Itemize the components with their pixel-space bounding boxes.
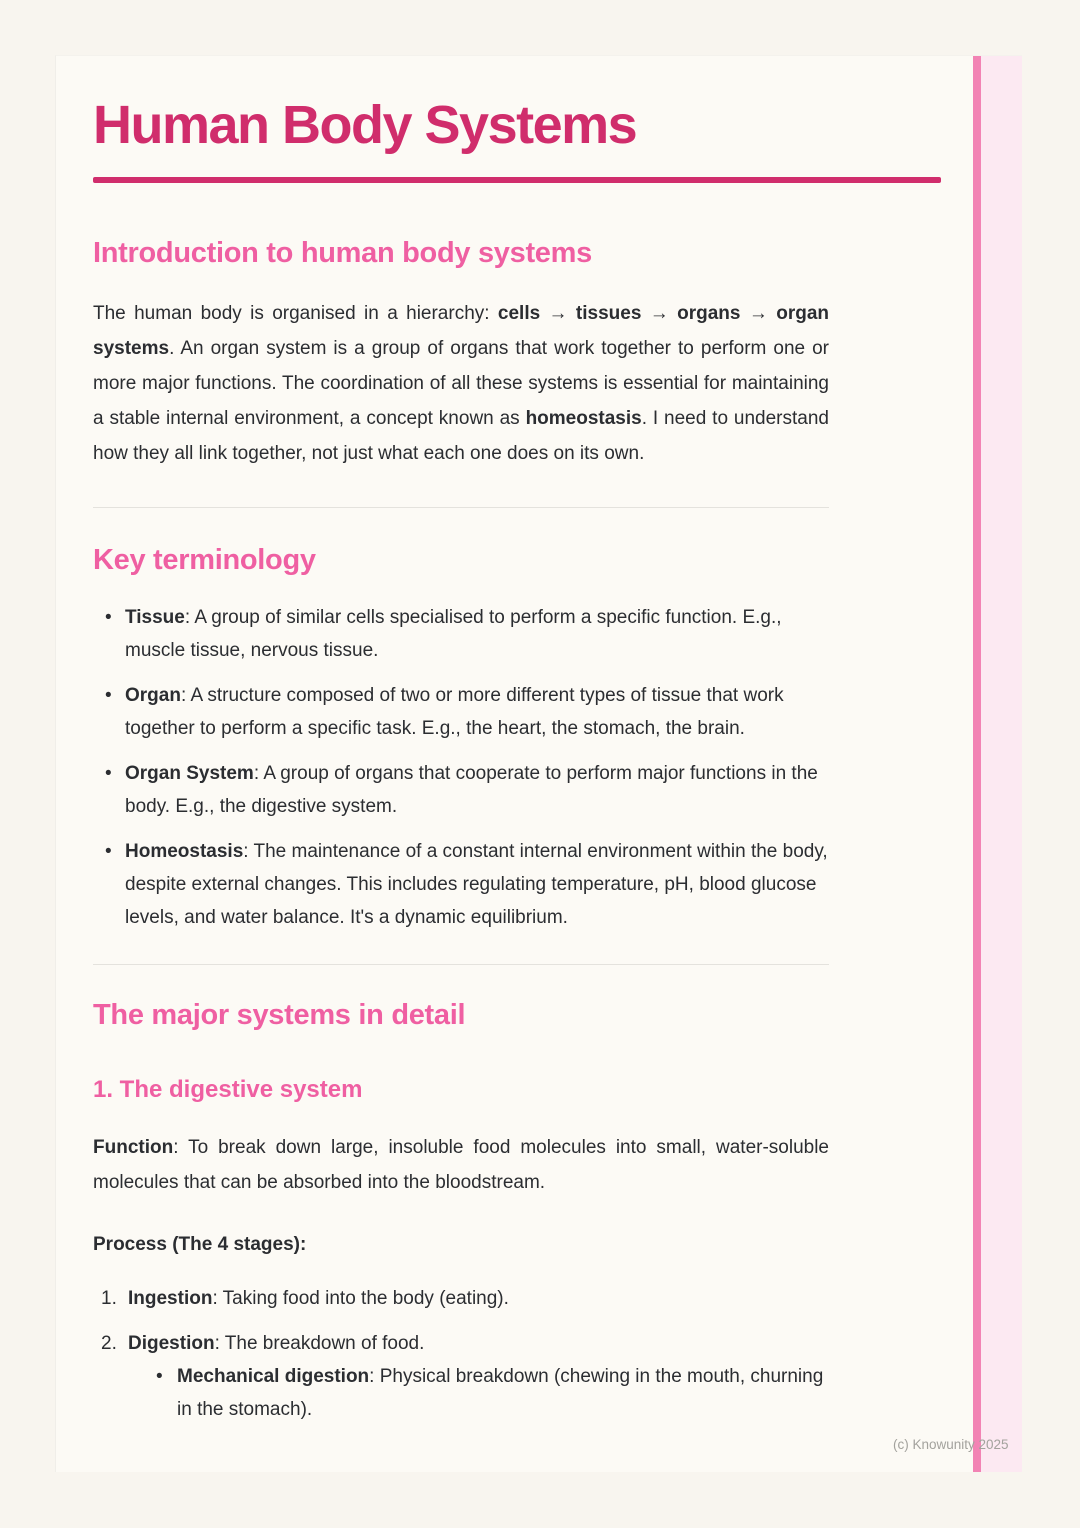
step-text: Digestion: The breakdown of food. <box>128 1333 425 1355</box>
substep-mechanical-digestion: • Mechanical digestion: Physical breakdown (chewing in the mouth, churning in the stomach). <box>144 1360 829 1426</box>
page-title: Human Body Systems <box>93 95 637 155</box>
step-ingestion <box>93 1282 829 1315</box>
accent-stripe <box>973 56 981 1472</box>
digestion-substeps <box>144 1360 829 1426</box>
digestive-steps-list <box>93 1282 829 1426</box>
section-heading-major-systems: The major systems in detail <box>93 999 466 1032</box>
step-text: Ingestion: Taking food into the body (eating). <box>128 1288 509 1310</box>
page-content <box>93 96 941 1438</box>
section-divider <box>93 964 829 965</box>
intro-paragraph: The human body is organised in a hierarchy: cells → tissues → organs → organ systems. An organ system is a group of organs that work together to perform one or more major functions. The coordination of all these systems is essential for maintaining a stable internal environment, a concept known as homeostasis. I need to understand how they all link together, not just what each one does on its own. <box>93 303 829 465</box>
subsection-heading-digestive: 1. The digestive system <box>93 1076 363 1104</box>
note-page <box>55 55 1022 1472</box>
list-item-organ: • Organ: A structure composed of two or more different types of tissue that work together to perform a specific task. E.g., the heart, the stomach, the brain. <box>93 679 829 745</box>
digestive-function-paragraph: Function: To break down large, insoluble food molecules into small, water-soluble molecules that can be absorbed into the bloodstream. <box>93 1137 829 1194</box>
step-digestion <box>93 1327 829 1426</box>
title-underline <box>93 177 941 183</box>
accent-band <box>981 56 1022 1472</box>
terminology-list <box>93 601 829 934</box>
section-heading-introduction: Introduction to human body systems <box>93 237 592 270</box>
list-item-organ-system: • Organ System: A group of organs that cooperate to perform major functions in the body. E.g., the digestive system. <box>93 757 829 823</box>
process-stages-label: Process (The 4 stages): <box>93 1234 307 1256</box>
list-item-homeostasis: • Homeostasis: The maintenance of a constant internal environment within the body, despite external changes. This includes regulating temperature, pH, blood glucose levels, and water balance. It's a dynamic equilibrium. <box>93 835 829 934</box>
section-heading-terminology: Key terminology <box>93 544 316 577</box>
footer-credit: (c) Knowunity 2025 <box>893 1437 1009 1452</box>
section-divider <box>93 507 829 508</box>
list-item-tissue: • Tissue: A group of similar cells specialised to perform a specific function. E.g., muscle tissue, nervous tissue. <box>93 601 829 667</box>
